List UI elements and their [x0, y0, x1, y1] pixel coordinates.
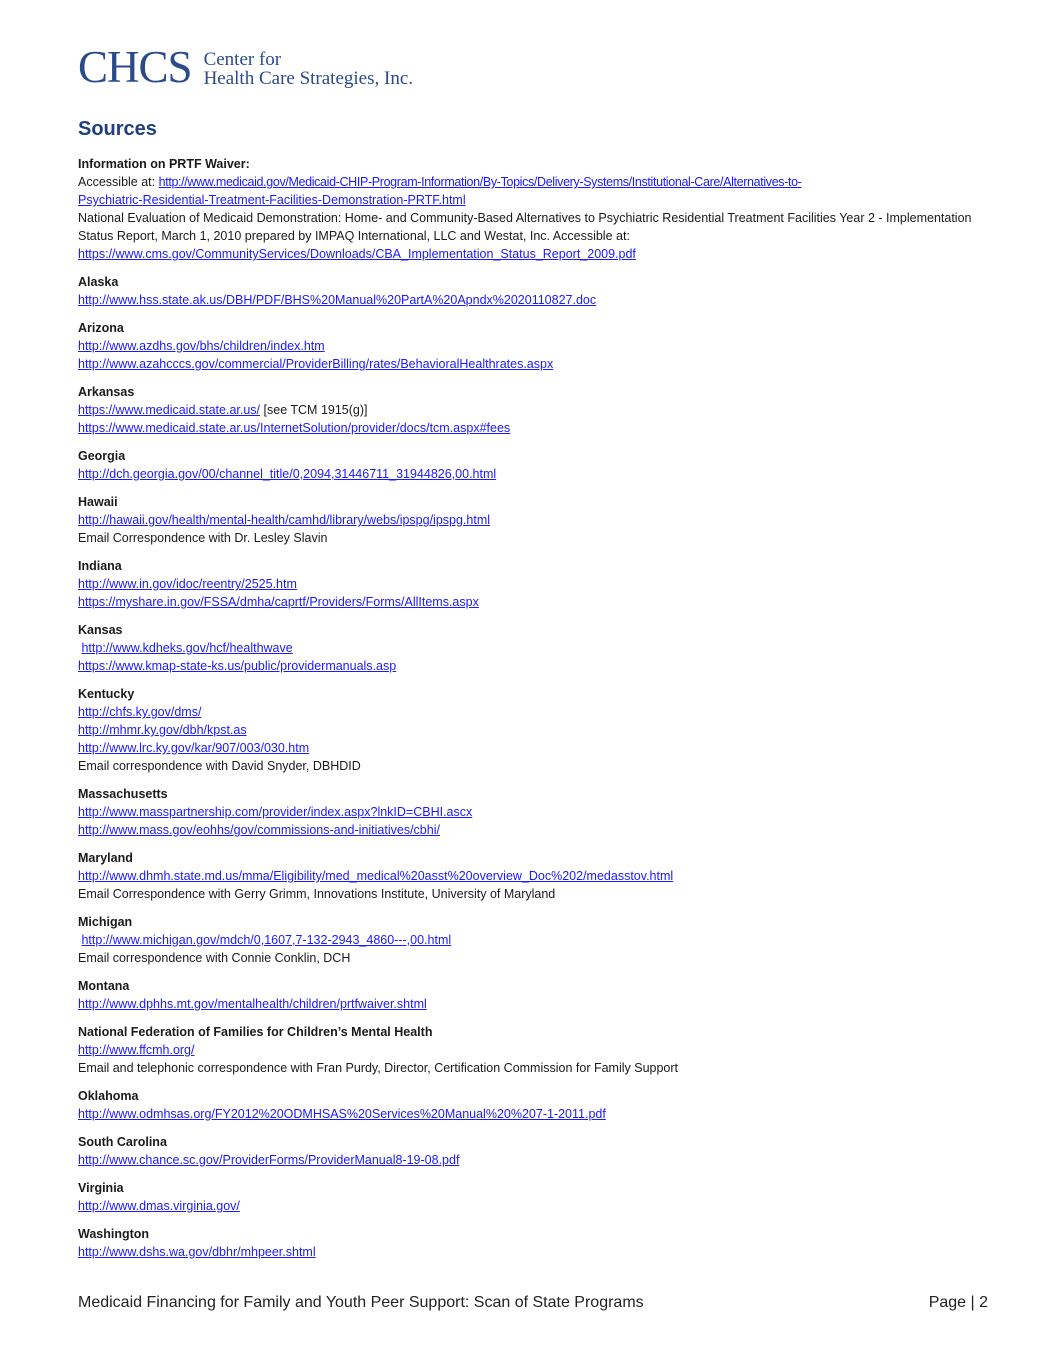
section-kentucky: [78, 685, 978, 775]
section-heading: Virginia: [78, 1181, 124, 1195]
section-virginia: [78, 1179, 978, 1215]
source-line: [78, 173, 978, 191]
source-link[interactable]: http://www.medicaid.gov/Medicaid-CHIP-Program-Information/By-Topics/Delivery-Systems/Institutional-Care/Alternatives-to-: [158, 175, 802, 189]
source-link[interactable]: Psychiatric-Residential-Treatment-Facilities-Demonstration-PRTF.html: [78, 193, 466, 207]
section-montana: [78, 977, 978, 1013]
section-arizona: [78, 319, 978, 373]
section-heading: National Federation of Families for Children’s Mental Health: [78, 1025, 433, 1039]
section-heading: South Carolina: [78, 1135, 167, 1149]
source-line: [78, 245, 978, 263]
source-link[interactable]: https://www.cms.gov/CommunityServices/Downloads/CBA_Implementation_Status_Report_2009.pdf: [78, 247, 636, 261]
logo-org-name: [204, 50, 413, 88]
source-link[interactable]: https://myshare.in.gov/FSSA/dmha/caprtf/Providers/Forms/AllItems.aspx: [78, 595, 479, 609]
source-link[interactable]: http://www.dhmh.state.md.us/mma/Eligibility/med_medical%20asst%20overview_Doc%202/medasstov.html: [78, 869, 674, 883]
source-link[interactable]: http://www.dphhs.mt.gov/mentalhealth/children/prtfwaiver.shtml: [78, 997, 427, 1011]
source-link[interactable]: http://www.mass.gov/eohhs/gov/commissions-and-initiatives/cbhi/: [78, 823, 440, 837]
source-text: Email and telephonic correspondence with Fran Purdy, Director, Certification Commission for Family Support: [78, 1061, 679, 1075]
source-text: Email correspondence with Connie Conklin, DCH: [78, 951, 351, 965]
section-heading: Michigan: [78, 915, 133, 929]
section-heading: Kansas: [78, 623, 123, 637]
source-line: [78, 191, 978, 209]
source-link[interactable]: http://www.chance.sc.gov/ProviderForms/ProviderManual8-19-08.pdf: [78, 1153, 460, 1167]
source-link[interactable]: http://www.odmhsas.org/FY2012%20ODMHSAS%20Services%20Manual%20%207-1-2011.pdf: [78, 1107, 606, 1121]
section-heading: Arizona: [78, 321, 124, 335]
section-georgia: [78, 447, 978, 483]
page-footer: [78, 1294, 988, 1312]
source-link[interactable]: http://www.dshs.wa.gov/dbhr/mhpeer.shtml: [78, 1245, 316, 1259]
source-link[interactable]: http://www.azdhs.gov/bhs/children/index.htm: [78, 339, 325, 353]
section-prtf-waiver: [78, 155, 978, 263]
accessible-label: Accessible at:: [78, 175, 156, 189]
section-heading: Alaska: [78, 275, 119, 289]
logo-name-line1: Center for: [203, 49, 282, 70]
logo-mark: CHCS: [78, 41, 192, 92]
section-heading: Massachusetts: [78, 787, 168, 801]
section-heading: Washington: [78, 1227, 150, 1241]
section-massachusetts: [78, 785, 978, 839]
source-link[interactable]: http://www.masspartnership.com/provider/index.aspx?lnkID=CBHI.ascx: [78, 805, 473, 819]
section-heading: Hawaii: [78, 495, 118, 509]
sources-list: [78, 155, 978, 1271]
source-text: National Evaluation of Medicaid Demonstration: Home- and Community-Based Alternatives to Psychiatric Residential Treatment Facilities Year 2 - Implementation Status Report, March 1, 2010 prepared by IMPAQ International, LLC and Westat, Inc. Accessible at:: [78, 211, 972, 243]
section-south-carolina: [78, 1133, 978, 1169]
section-heading: Maryland: [78, 851, 133, 865]
source-note: [see TCM 1915(g)]: [263, 403, 368, 417]
source-link[interactable]: http://mhmr.ky.gov/dbh/kpst.as: [78, 723, 247, 737]
source-link[interactable]: http://www.lrc.ky.gov/kar/907/003/030.htm: [78, 741, 310, 755]
section-nffcmh: [78, 1023, 978, 1077]
source-link[interactable]: http://www.ffcmh.org/: [78, 1043, 195, 1057]
section-hawaii: [78, 493, 978, 547]
source-text: Email Correspondence with Dr. Lesley Slavin: [78, 531, 328, 545]
source-link[interactable]: http://dch.georgia.gov/00/channel_title/0,2094,31446711_31944826,00.html: [78, 467, 497, 481]
section-maryland: [78, 849, 978, 903]
footer-title: Medicaid Financing for Family and Youth Peer Support: Scan of State Programs: [78, 1294, 644, 1311]
source-text: Email Correspondence with Gerry Grimm, Innovations Institute, University of Maryland: [78, 887, 556, 901]
source-link[interactable]: http://www.michigan.gov/mdch/0,1607,7-132-2943_4860---,00.html: [81, 933, 452, 947]
section-arkansas: [78, 383, 978, 437]
section-heading: Oklahoma: [78, 1089, 139, 1103]
source-link[interactable]: http://www.azahcccs.gov/commercial/ProviderBilling/rates/BehavioralHealthrates.aspx: [78, 357, 554, 371]
section-heading: Information on PRTF Waiver:: [78, 157, 250, 171]
source-link[interactable]: https://www.kmap-state-ks.us/public/providermanuals.asp: [78, 659, 397, 673]
section-indiana: [78, 557, 978, 611]
source-link[interactable]: http://www.hss.state.ak.us/DBH/PDF/BHS%20Manual%20PartA%20Apndx%2020110827.doc: [78, 293, 597, 307]
page-title: Sources: [78, 118, 157, 140]
section-washington: [78, 1225, 978, 1261]
source-link[interactable]: http://www.kdheks.gov/hcf/healthwave: [81, 641, 293, 655]
logo-name-line2: Health Care Strategies, Inc.: [203, 68, 414, 89]
source-link[interactable]: http://hawaii.gov/health/mental-health/camhd/library/webs/ipspg/ipspg.html: [78, 513, 491, 527]
source-link[interactable]: https://www.medicaid.state.ar.us/: [78, 403, 261, 417]
chcs-logo: [78, 42, 413, 92]
section-heading: Indiana: [78, 559, 122, 573]
section-heading: Georgia: [78, 449, 126, 463]
source-link[interactable]: https://www.medicaid.state.ar.us/InternetSolution/provider/docs/tcm.aspx#fees: [78, 421, 511, 435]
page-number: Page | 2: [928, 1294, 988, 1311]
source-text: Email correspondence with David Snyder, DBHDID: [78, 759, 361, 773]
section-alaska: [78, 273, 978, 309]
section-heading: Montana: [78, 979, 130, 993]
source-link[interactable]: http://www.in.gov/idoc/reentry/2525.htm: [78, 577, 297, 591]
section-kansas: [78, 621, 978, 675]
section-michigan: [78, 913, 978, 967]
section-heading: Kentucky: [78, 687, 135, 701]
section-heading: Arkansas: [78, 385, 135, 399]
section-oklahoma: [78, 1087, 978, 1123]
source-link[interactable]: http://chfs.ky.gov/dms/: [78, 705, 202, 719]
source-link[interactable]: http://www.dmas.virginia.gov/: [78, 1199, 240, 1213]
